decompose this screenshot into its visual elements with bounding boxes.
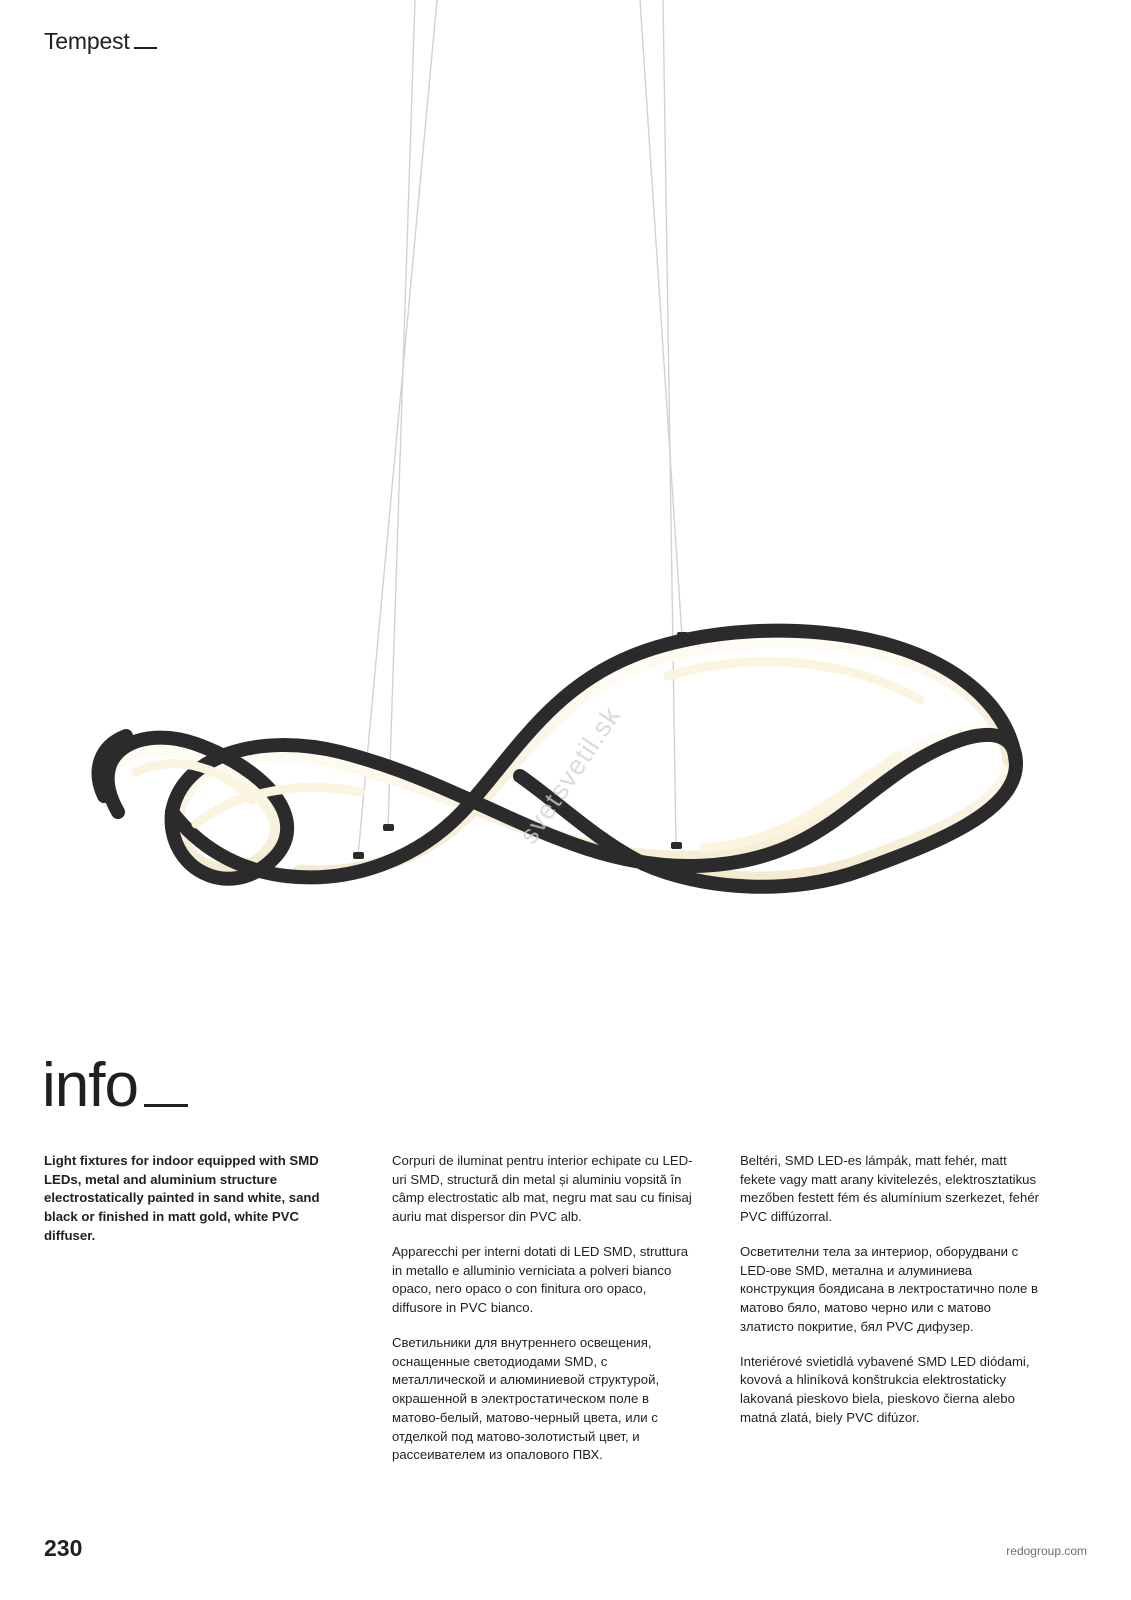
paragraph: Corpuri de iluminat pentru interior echipate cu LED-uri SMD, structură din metal și aluminiu vopsită în câmp electrostatic alb mat, negru mat sau cu finisaj auriu mat dispersor din PVC alb. xyxy=(392,1153,693,1225)
info-column-ro-it-ru xyxy=(392,1152,696,1465)
info-heading xyxy=(42,1051,188,1120)
brand-name: Tempest xyxy=(44,28,130,54)
info-underscore-rule xyxy=(144,1104,188,1107)
paragraph: Светильники для внутреннего освещения, оснащенные светодиодами SMD, с металлической и алюминиевой структурой, окрашенной в электростатическом поле в матово-белый, матово-черный цвета, или с отделкой под матово-золотистый цвет, и рассеивателем из опалового ПВХ. xyxy=(392,1334,660,1463)
info-columns xyxy=(44,1152,1090,1465)
paragraph: Осветителни тела за интериор, оборудвани с LED-ове SMD, метална и алуминиева конструкция боядисана в лектростатично поле в матово бяло, матово черно или с матово златисто покритие, бял PVC дифузер. xyxy=(740,1243,1039,1334)
page-number: 230 xyxy=(44,1535,83,1561)
site-url: redogroup.com xyxy=(1006,1544,1087,1558)
watermark-text: svetsvetil.sk xyxy=(512,700,627,849)
info-heading-label: info xyxy=(42,1051,138,1120)
paragraph: Light fixtures for indoor equipped with SMD LEDs, metal and aluminium structure electrostatically painted in sand white, sand black or finished in matt gold, white PVC diffuser. xyxy=(44,1153,320,1243)
paragraph: Interiérové svietidlá vybavené SMD LED diódami, kovová a hliníková konštrukcia elektrostaticky lakovaná pieskovo biela, pieskovo čierna alebo matná zlatá, biely PVC difúzor. xyxy=(740,1353,1030,1425)
paragraph: Beltéri, SMD LED-es lámpák, matt fehér, matt fekete vagy matt arany kivitelezés, elektrosztatikus mezőben festett fém és alumínium szerkezet, fehér PVC diffúzorral. xyxy=(740,1153,1040,1225)
info-column-en xyxy=(44,1152,348,1465)
info-column-hu-bg-sk xyxy=(740,1152,1044,1465)
suspension-cables xyxy=(358,0,682,856)
paragraph: Apparecchi per interni dotati di LED SMD, struttura in metallo e alluminio verniciata a polveri bianco opaco, nero opaco o con finitura oro opaco, diffusore in PVC bianco. xyxy=(392,1243,689,1316)
